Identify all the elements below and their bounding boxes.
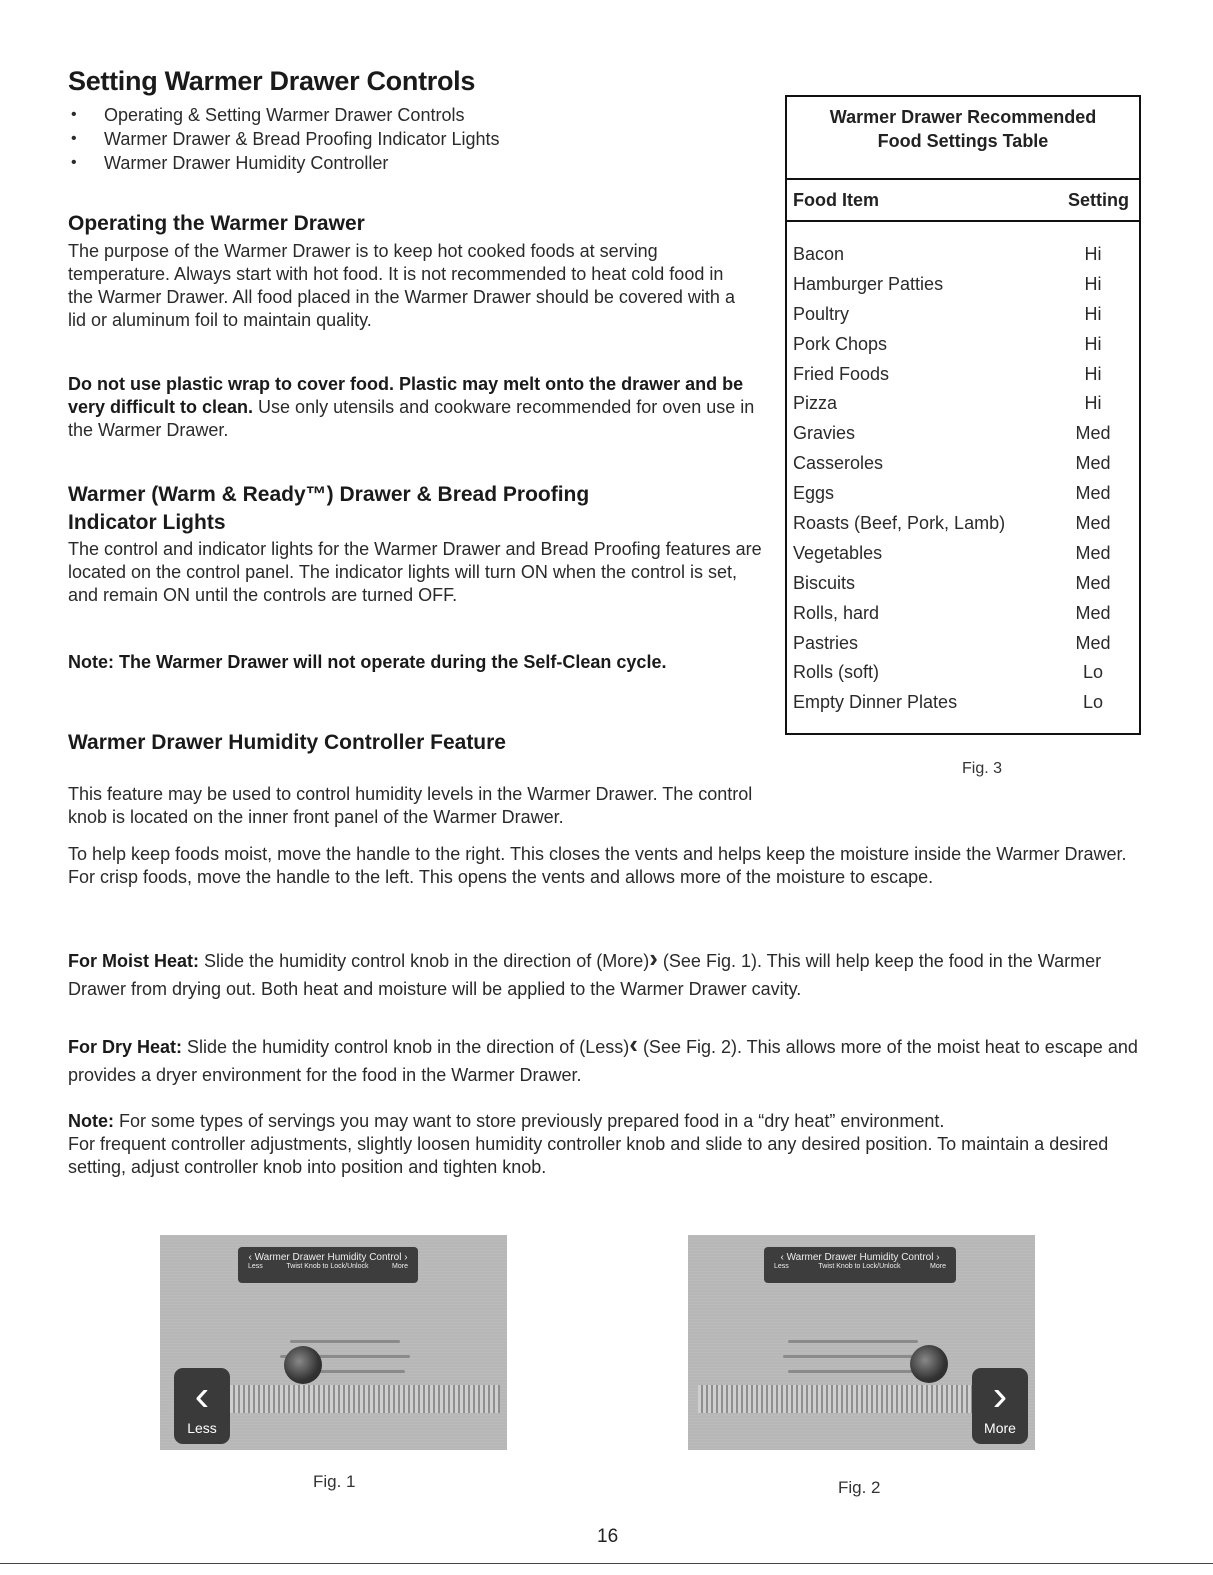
adjustment-note xyxy=(68,1110,1148,1179)
page-bottom-rule xyxy=(0,1563,1213,1564)
dry-heat-label: For Dry Heat: xyxy=(68,1037,183,1057)
panel-title: Warmer Drawer Humidity Control xyxy=(786,1252,934,1263)
indicator-heading-line2: Indicator Lights xyxy=(68,511,226,534)
food-item-cell: Casseroles xyxy=(793,453,884,474)
chevron-right-icon: › xyxy=(992,1371,1008,1420)
table-row xyxy=(787,269,1139,299)
vent-grille xyxy=(220,1385,500,1413)
column-header-setting: Setting xyxy=(1068,189,1129,210)
setting-cell: Hi xyxy=(1084,333,1102,354)
more-arrow-icon: › xyxy=(649,943,658,973)
fig3-caption: Fig. 3 xyxy=(962,760,1003,777)
page-title: Setting Warmer Drawer Controls xyxy=(68,66,476,96)
panel-title: Warmer Drawer Humidity Control xyxy=(254,1252,402,1263)
setting-cell: Med xyxy=(1075,602,1111,623)
note-text-a: For some types of servings you may want to store previously prepared food in a “dry heat” environment. xyxy=(114,1111,945,1131)
vent-slot xyxy=(788,1340,918,1343)
bullet-item: • Warmer Drawer & Bread Proofing Indicator Lights xyxy=(68,127,768,151)
food-item-cell: Biscuits xyxy=(793,572,856,593)
operating-paragraph: The purpose of the Warmer Drawer is to keep hot cooked foods at serving temperature. Always start with hot food. It is not recommended to heat cold food in the Warmer Drawer. All food placed in the Warmer Drawer should be covered with a lid or aluminum foil to maintain quality. xyxy=(68,241,735,330)
fig2-caption: Fig. 2 xyxy=(838,1478,881,1497)
table-row xyxy=(787,508,1139,538)
table-row xyxy=(787,299,1139,329)
setting-cell: Med xyxy=(1075,513,1111,534)
table-row xyxy=(787,628,1139,658)
more-callout-label: More xyxy=(984,1420,1016,1436)
note-text-b: For frequent controller adjustments, slightly loosen humidity controller knob and slide to any desired position. To maintain a desired setting, adjust controller knob into position and tighten knob. xyxy=(68,1134,1109,1177)
humidity-control-label-panel xyxy=(238,1247,418,1283)
table-row xyxy=(787,538,1139,568)
food-item-cell: Hamburger Patties xyxy=(793,273,944,294)
table-row xyxy=(787,239,1139,269)
table-row xyxy=(787,418,1139,448)
food-item-cell: Vegetables xyxy=(793,542,883,563)
chevron-left-icon: ‹ xyxy=(194,1371,210,1420)
humidity-control-knob xyxy=(284,1346,322,1384)
humidity-paragraph-2: To help keep foods moist, move the handle to the right. This closes the vents and helps keep the moisture inside the Warmer Drawer. For crisp foods, move the handle to the left. This opens the vents and allows more of the moisture to escape. xyxy=(68,844,1127,887)
indicator-paragraph: The control and indicator lights for the Warmer Drawer and Bread Proofing features are located on the control panel. The indicator lights will turn ON when the control is set, and remain ON until the controls are turned OFF. xyxy=(68,539,762,605)
setting-cell: Med xyxy=(1075,542,1111,563)
bullet-item: • Warmer Drawer Humidity Controller xyxy=(68,151,768,175)
panel-more-label: More xyxy=(930,1263,946,1270)
humidity-control-label-panel xyxy=(764,1247,956,1283)
panel-subtitle: Twist Knob to Lock/Unlock xyxy=(286,1263,369,1270)
plastic-wrap-warning xyxy=(68,373,768,442)
setting-cell: Med xyxy=(1075,483,1111,504)
food-item-cell: Gravies xyxy=(793,423,856,444)
food-item-cell: Roasts (Beef, Pork, Lamb) xyxy=(793,513,1006,534)
setting-cell: Med xyxy=(1075,453,1111,474)
chevron-left-icon: ‹ xyxy=(248,1252,255,1263)
panel-less-label: Less xyxy=(248,1263,263,1270)
food-item-cell: Pork Chops xyxy=(793,333,888,354)
table-header-row xyxy=(787,180,1139,222)
indicator-heading-line1: Warmer (Warm & Ready™) Drawer & Bread Proofing xyxy=(68,483,590,506)
panel-less-label: Less xyxy=(774,1263,789,1270)
food-item-cell: Pastries xyxy=(793,632,859,653)
food-item-cell: Fried Foods xyxy=(793,363,890,384)
operating-heading: Operating the Warmer Drawer xyxy=(68,212,365,235)
vent-grille xyxy=(698,1385,978,1413)
setting-cell: Hi xyxy=(1084,273,1102,294)
panel-subtitle: Twist Knob to Lock/Unlock xyxy=(818,1263,901,1270)
setting-cell: Med xyxy=(1075,572,1111,593)
table-row xyxy=(787,687,1139,717)
warning-bold-text: Do not use plastic wrap to cover food. Plastic may melt onto the drawer and be very difficult to clean. xyxy=(68,374,744,417)
food-item-cell: Bacon xyxy=(793,244,845,264)
panel-more-label: More xyxy=(392,1263,408,1270)
page-number: 16 xyxy=(597,1526,619,1547)
moist-heat-text-a: Slide the humidity control knob in the direction of (More) xyxy=(199,951,650,971)
food-item-cell: Rolls, hard xyxy=(793,602,880,623)
table-row xyxy=(787,388,1139,418)
setting-cell: Hi xyxy=(1084,363,1102,384)
food-item-cell: Rolls (soft) xyxy=(793,662,880,683)
fig2-photo xyxy=(688,1235,1035,1450)
moist-heat-paragraph xyxy=(68,944,1143,1003)
less-arrow-icon: ‹ xyxy=(629,1029,638,1059)
humidity-heading: Warmer Drawer Humidity Controller Feature xyxy=(68,731,506,754)
setting-cell: Hi xyxy=(1084,244,1102,264)
table-row xyxy=(787,329,1139,359)
food-item-cell: Pizza xyxy=(793,393,838,414)
self-clean-note: Note: The Warmer Drawer will not operate during the Self-Clean cycle. xyxy=(68,652,667,672)
chevron-right-icon: › xyxy=(933,1252,940,1263)
bullet-item: • Operating & Setting Warmer Drawer Controls xyxy=(68,103,768,127)
setting-cell: Med xyxy=(1075,632,1111,653)
food-item-cell: Empty Dinner Plates xyxy=(793,692,958,713)
dry-heat-text-b: (See Fig. 2). This allows more of the moist heat to escape and provides a dryer environment for the food in the Warmer Drawer. xyxy=(68,1037,1138,1085)
vent-slot xyxy=(788,1370,918,1373)
setting-cell: Hi xyxy=(1084,393,1102,414)
table-row xyxy=(787,448,1139,478)
chevron-left-icon: ‹ xyxy=(780,1252,787,1263)
section-bullet-list xyxy=(68,103,768,175)
table-title xyxy=(787,97,1139,180)
less-callout-label: Less xyxy=(187,1420,217,1436)
table-body xyxy=(787,222,1139,717)
moist-heat-label: For Moist Heat: xyxy=(68,951,200,971)
table-row xyxy=(787,359,1139,389)
setting-cell: Lo xyxy=(1082,692,1104,713)
warning-text: Use only utensils and cookware recommended for oven use in the Warmer Drawer. xyxy=(68,397,755,440)
food-item-cell: Eggs xyxy=(793,483,835,504)
fig1-photo xyxy=(160,1235,507,1450)
humidity-paragraph-1: This feature may be used to control humidity levels in the Warmer Drawer. The control knob is located on the inner front panel of the Warmer Drawer. xyxy=(68,784,753,827)
setting-cell: Lo xyxy=(1082,662,1104,683)
table-row xyxy=(787,598,1139,628)
fig1-caption: Fig. 1 xyxy=(313,1472,356,1491)
dry-heat-text-a: Slide the humidity control knob in the direction of (Less) xyxy=(182,1037,630,1057)
table-title-line1: Warmer Drawer Recommended xyxy=(829,107,1097,127)
table-row xyxy=(787,478,1139,508)
vent-slot xyxy=(290,1340,400,1343)
moist-heat-text-b: (See Fig. 1). This will help keep the food in the Warmer Drawer from drying out. Both heat and moisture will be applied to the Warmer Drawer cavity. xyxy=(68,951,1102,999)
food-item-cell: Poultry xyxy=(793,303,850,324)
setting-cell: Med xyxy=(1075,423,1111,444)
food-settings-table xyxy=(785,95,1141,735)
humidity-control-knob xyxy=(910,1345,948,1383)
table-row xyxy=(787,657,1139,687)
dry-heat-paragraph xyxy=(68,1030,1148,1089)
note-label: Note: xyxy=(68,1111,114,1131)
setting-cell: Hi xyxy=(1084,303,1102,324)
column-header-food-item: Food Item xyxy=(793,189,879,210)
table-row xyxy=(787,568,1139,598)
table-title-line2: Food Settings Table xyxy=(877,131,1049,151)
more-direction-callout xyxy=(972,1368,1028,1444)
vent-slot xyxy=(783,1355,923,1358)
less-direction-callout xyxy=(174,1368,230,1444)
chevron-right-icon: › xyxy=(401,1252,408,1263)
